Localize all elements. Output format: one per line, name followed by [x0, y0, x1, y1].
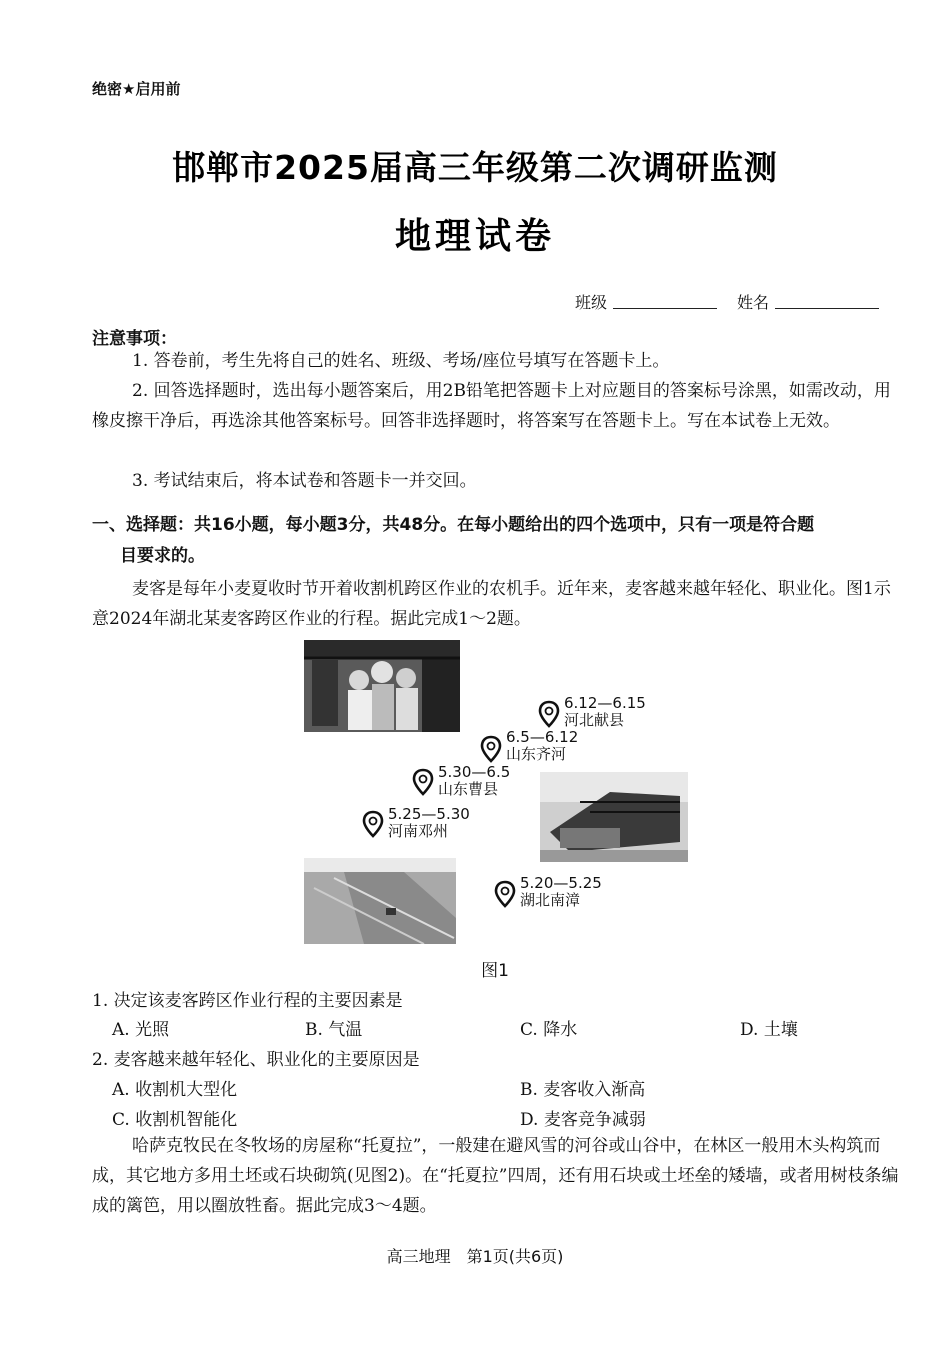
name-blank	[775, 290, 879, 309]
section-line-2: 目要求的。	[120, 546, 205, 566]
map-pin-icon	[412, 768, 434, 800]
question-2-option-b[interactable]: B. 麦客收入渐高	[520, 1080, 646, 1100]
page-footer: 高三地理 第1页(共6页)	[386, 1247, 564, 1266]
passage-1: 麦客是每年小麦夏收时节开着收割机跨区作业的农机手。近年来，麦客越来越年轻化、职业化。图1示意2024年湖北某麦客跨区作业的行程。据此完成1～2题。	[92, 579, 891, 629]
stop-place: 山东曹县	[438, 780, 499, 798]
section-line-1: 一、选择题：共16小题，每小题3分，共48分。在每小题给出的四个选项中，只有一项是符合题	[92, 515, 815, 535]
notice-item-1: 1. 答卷前，考生先将自己的姓名、班级、考场/座位号填写在答题卡上。	[132, 351, 670, 371]
stop-2-label	[506, 729, 578, 763]
name-label: 姓名	[737, 293, 770, 312]
class-label: 班级	[575, 293, 608, 312]
passage-2: 哈萨克牧民在冬牧场的房屋称“托夏拉”，一般建在避风雪的河谷或山谷中，在林区一般用木头构筑而成，其它地方多用土坯或石块砌筑(见图2)。在“托夏拉”四周，还有用石块或土坯垒的矮墙，或者用树枝条编成的篱笆，用以圈放牲畜。据此完成3～4题。	[92, 1136, 899, 1216]
stop-4-label	[388, 806, 470, 840]
stop-place: 湖北南漳	[520, 891, 581, 909]
secret-label: 绝密★启用前	[92, 80, 181, 98]
stop-place: 山东齐河	[506, 745, 567, 763]
question-2-option-d[interactable]: D. 麦客竞争减弱	[520, 1110, 646, 1130]
question-1-option-b[interactable]: B. 气温	[305, 1020, 363, 1040]
question-2-option-a[interactable]: A. 收割机大型化	[112, 1080, 238, 1100]
subject-title: 地理试卷	[394, 216, 555, 257]
stop-5-label	[520, 875, 602, 909]
notice-item-3: 3. 考试结束后，将本试卷和答题卡一并交回。	[132, 471, 477, 491]
stop-1-label	[564, 695, 646, 729]
stop-date: 6.12—6.15	[564, 694, 646, 712]
stop-place: 河南邓州	[388, 822, 449, 840]
map-pin-icon	[494, 880, 516, 912]
stop-date: 5.30—6.5	[438, 763, 511, 781]
section-heading	[92, 510, 904, 572]
figure-1	[300, 638, 700, 944]
stop-place: 河北献县	[564, 711, 625, 729]
exam-title: 邯郸市2025届高三年级第二次调研监测	[172, 148, 778, 187]
stop-date: 6.5—6.12	[506, 728, 579, 746]
question-1-stem: 1. 决定该麦客跨区作业行程的主要因素是	[92, 991, 403, 1011]
photo-harvester-drivers	[304, 640, 460, 732]
photo-wheat-field	[304, 858, 456, 944]
student-info-line	[575, 290, 893, 313]
stop-date: 5.20—5.25	[520, 874, 602, 892]
figure-1-caption: 图1	[481, 961, 509, 981]
stop-date: 5.25—5.30	[388, 805, 470, 823]
question-1-option-c[interactable]: C. 降水	[520, 1020, 578, 1040]
question-2-option-c[interactable]: C. 收割机智能化	[112, 1110, 238, 1130]
question-2-stem: 2. 麦客越来越年轻化、职业化的主要原因是	[92, 1050, 420, 1070]
question-1-option-d[interactable]: D. 土壤	[740, 1020, 798, 1040]
stop-3-label	[438, 764, 510, 798]
notice-title: 注意事项：	[92, 329, 177, 349]
class-blank	[613, 290, 717, 309]
photo-harvester-machine	[540, 772, 688, 862]
question-1-option-a[interactable]: A. 光照	[112, 1020, 170, 1040]
notice-item-2: 2. 回答选择题时，选出每小题答案后，用2B铅笔把答题卡上对应题目的答案标号涂黑，如需改动，用橡皮擦干净后，再选涂其他答案标号。回答非选择题时，将答案写在答题卡上。写在本试卷上无效。	[92, 381, 891, 431]
map-pin-icon	[362, 810, 384, 842]
